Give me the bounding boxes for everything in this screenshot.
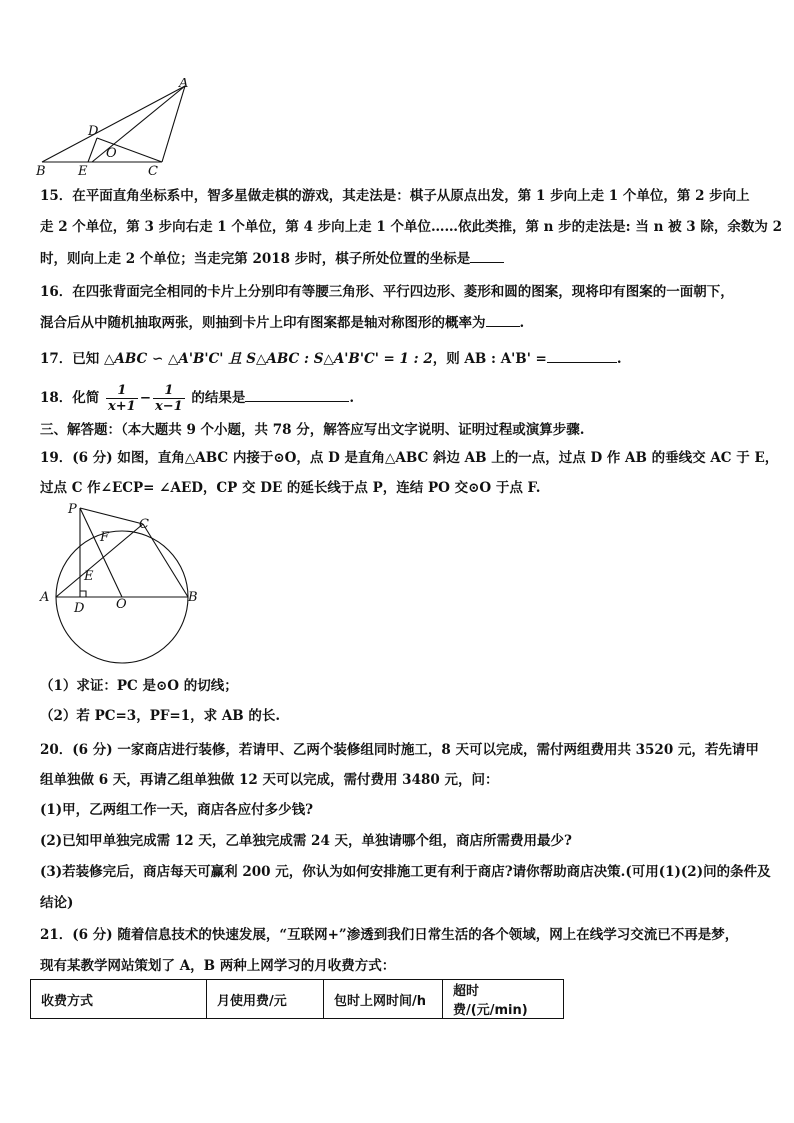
q19-sub1: （1）求证：PC 是⊙O 的切线； (40, 678, 238, 694)
q16-line2-text: 混合后从中随机抽取两张，则抽到卡片上印有图案都是轴对称图形的概率为 (40, 315, 486, 331)
q18-fraction-1: $\frac{1}{x+1}$ (108, 383, 136, 414)
label-P: P (68, 502, 77, 517)
circle-figure (36, 500, 206, 666)
q21-line1: 21．(6 分) 随着信息技术的快速发展，“互联网+”渗透到我们日常生活的各个领域，网上在线学习交流已不再是梦， (40, 927, 739, 943)
label-A: A (179, 78, 189, 91)
q16-line1: 16．在四张背面完全相同的卡片上分别印有等腰三角形、平行四边形、菱形和圆的图案，现将印有图案的一面朝下， (40, 284, 734, 300)
label-F: F (100, 530, 110, 545)
q19-sub2: （2）若 PC=3，PF=1，求 AB 的长. (40, 708, 281, 724)
q18-minus: − (139, 390, 152, 406)
q17-prefix: 17．已知 (40, 351, 100, 367)
table-header-cell: 超时费/(元/min) (443, 980, 564, 1019)
q17-line: 17．已知 △ABC ∽ △A'B'C' 且 S△ABC : S△A'B'C' = 1 : 2，则 AB : A'B' = . (40, 351, 622, 367)
q19-line2: 过点 C 作∠ECP= ∠AED，CP 交 DE 的延长线于点 P，连结 PO 交⊙O 于点 F. (40, 480, 541, 496)
q15-line3-text: 时，则向上走 2 个单位；当走完第 2018 步时，棋子所处位置的坐标是 (40, 251, 471, 267)
table-row (31, 980, 564, 1019)
section-3-heading: 三、解答题：（本大题共 9 个小题，共 78 分，解答应写出文字说明、证明过程或演算步骤. (40, 422, 585, 438)
label-O: O (106, 146, 117, 161)
label-D: D (88, 124, 99, 139)
triangle-figure (30, 78, 200, 178)
q20-sub1: (1)甲，乙两组工作一天，商店各应付多少钱? (40, 802, 314, 818)
q17-ask: ，则 AB : A'B' = (432, 351, 547, 367)
label-E: E (78, 164, 88, 178)
q19-line1: 19．(6 分) 如图，直角△ABC 内接于⊙O，点 D 是直角△ABC 斜边 AB 上的一点，过点 D 作 AB 的垂线交 AC 于 E， (40, 450, 779, 466)
q18-suffix: 的结果是 (191, 390, 246, 406)
label-B: B (188, 590, 198, 605)
q15-line3 (40, 249, 504, 268)
label-D: D (74, 601, 85, 616)
q15-line2: 走 2 个单位，第 3 步向右走 1 个单位，第 4 步向上走 1 个单位……依此类推，第 n 步的走法是: 当 n 被 3 除，余数为 2 (40, 219, 782, 235)
answer-blank-q15[interactable] (470, 249, 504, 263)
q17-condition: 且 S△ABC : S△A'B'C' = 1 : 2 (228, 351, 433, 367)
table-header-cell: 月使用费/元 (207, 980, 324, 1019)
q18-fraction-2: $\frac{1}{x-1}$ (155, 383, 183, 414)
q20-line1: 20．(6 分) 一家商店进行装修，若请甲、乙两个装修组同时施工，8 天可以完成，需付两组费用共 3520 元，若先请甲 (40, 742, 759, 758)
q20-sub3a: (3)若装修完后，商店每天可赢利 200 元，你认为如何安排施工更有利于商店?请你帮助商店决策.(可用(1)(2)问的条件及 (40, 864, 771, 880)
label-A: A (40, 590, 50, 605)
table-header-cell: 包时上网时间/h (324, 980, 443, 1019)
fee-table (30, 979, 564, 1019)
q20-line2: 组单独做 6 天，再请乙组单独做 12 天可以完成，需付费用 3480 元，问： (40, 772, 499, 788)
table-header-cell: 收费方式 (31, 980, 207, 1019)
q16-line2: 混合后从中随机抽取两张，则抽到卡片上印有图案都是轴对称图形的概率为 . (40, 315, 525, 331)
q18-prefix: 18．化简 (40, 390, 100, 406)
label-C: C (148, 164, 158, 178)
q21-line2: 现有某教学网站策划了 A，B 两种上网学习的月收费方式： (40, 958, 396, 974)
answer-blank-q18[interactable] (245, 388, 349, 402)
label-B: B (36, 164, 46, 178)
q20-sub2: (2)已知甲单独完成需 12 天，乙单独完成需 24 天，单独请哪个组，商店所需费用最少? (40, 833, 572, 849)
answer-blank-q16[interactable] (486, 313, 520, 327)
label-O: O (116, 597, 127, 612)
answer-blank-q17[interactable] (547, 349, 617, 363)
q15-line1: 15．在平面直角坐标系中，智多星做走棋的游戏，其走法是：棋子从原点出发，第 1 步向上走 1 个单位，第 2 步向上 (40, 188, 750, 204)
label-C: C (139, 517, 149, 532)
q17-similar: △ABC ∽ △A'B'C' (104, 351, 224, 367)
label-E: E (84, 569, 94, 584)
q18-line: 18．化简 $\frac{1}{x+1}$ − $\frac{1}{x-1}$ 的结果是 . (40, 383, 355, 414)
q20-sub3b: 结论) (40, 895, 74, 911)
